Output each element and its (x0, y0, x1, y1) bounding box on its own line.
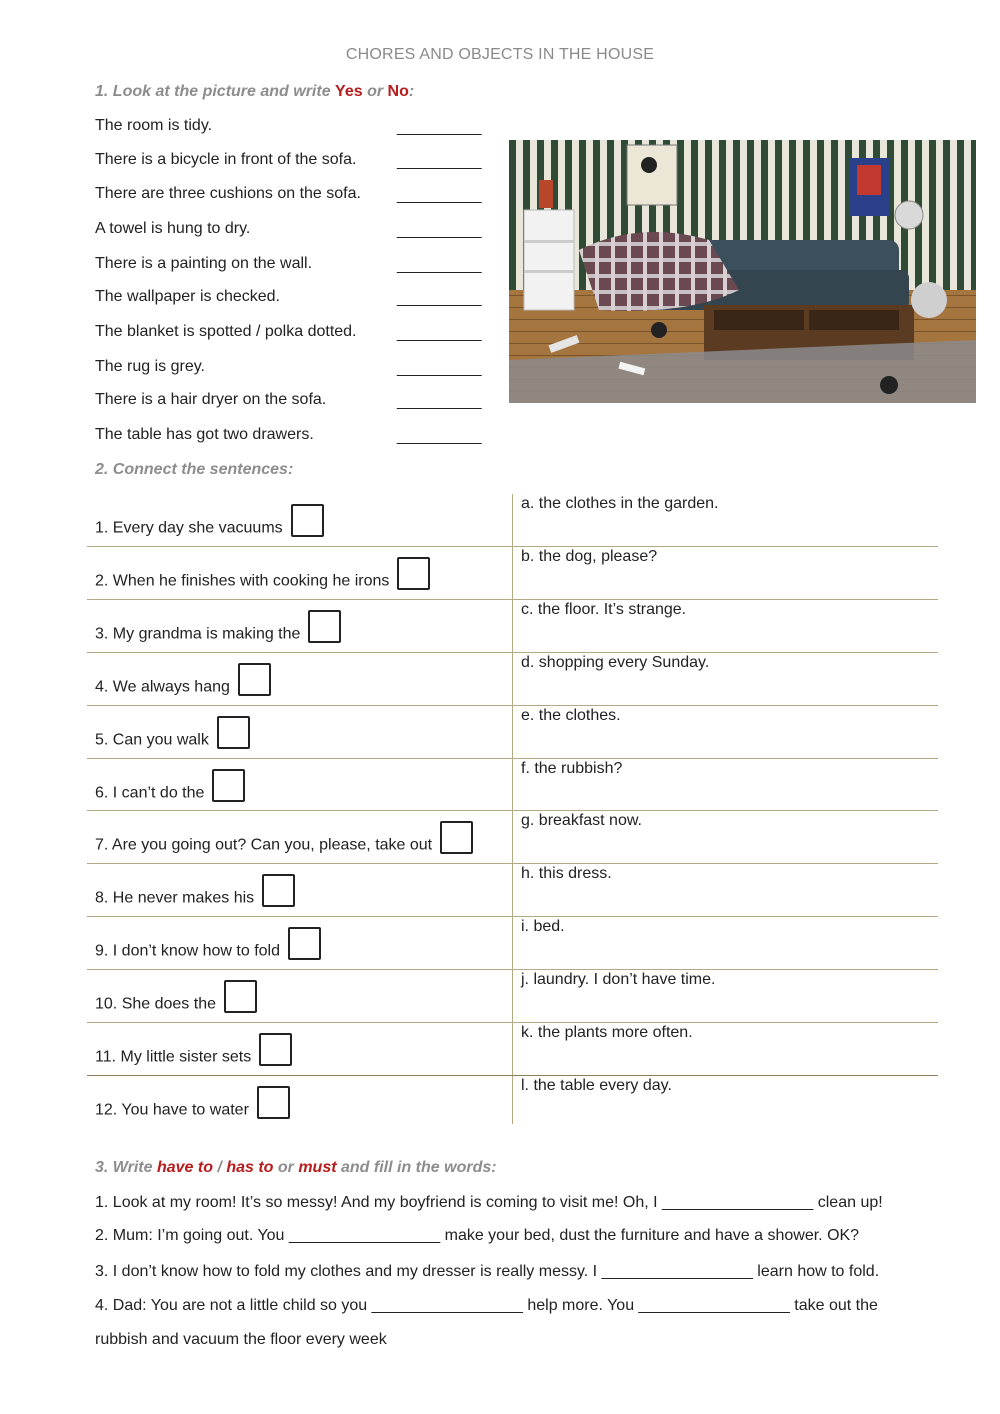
has-to-word: has to (226, 1159, 274, 1176)
yes-word: Yes (335, 83, 363, 100)
answer-box-2[interactable] (397, 557, 430, 590)
must-word: must (298, 1159, 337, 1176)
section3-heading-post: and fill in the words: (336, 1159, 497, 1176)
left-sentence-text: 7. Are you going out? Can you, please, take out (95, 837, 433, 855)
answer-box-6[interactable] (212, 769, 245, 802)
left-sentence-6 (95, 777, 245, 810)
right-ending-j: j. laundry. I don’t have time. (521, 971, 716, 989)
row-divider (87, 1075, 938, 1076)
left-sentence-7 (95, 829, 473, 862)
answer-box-5[interactable] (217, 716, 250, 749)
right-ending-e: e. the clothes. (521, 706, 621, 724)
fill-line-4[interactable]: 4. Dad: You are not a little child so you _________________ help more. You _________________ take out the (95, 1297, 878, 1314)
messy-room-picture (509, 140, 976, 403)
answer-blank-3[interactable]: __________ (397, 187, 481, 204)
statement-5: There is a painting on the wall. (95, 255, 313, 272)
have-to-word: have to (156, 1159, 213, 1176)
answer-box-3[interactable] (308, 610, 341, 643)
fill-line-5: rubbish and vacuum the floor every week (95, 1331, 387, 1348)
left-sentence-text: 3. My grandma is making the (95, 625, 301, 643)
or-word-3: or (273, 1159, 299, 1176)
row-divider (87, 916, 938, 917)
statement-6: The wallpaper is checked. (95, 288, 280, 305)
left-sentence-text: 4. We always hang (95, 678, 230, 696)
left-sentence-text: 10. She does the (95, 995, 216, 1013)
fill-line-1[interactable]: 1. Look at my room! It’s so messy! And my boyfriend is coming to visit me! Oh, I _________________ clean up! (95, 1194, 883, 1211)
right-ending-c: c. the floor. It’s strange. (521, 600, 687, 618)
colon: : (408, 83, 415, 100)
answer-box-10[interactable] (224, 980, 257, 1013)
answer-box-1[interactable] (291, 504, 324, 537)
answer-blank-4[interactable]: __________ (397, 222, 481, 239)
right-ending-d: d. shopping every Sunday. (521, 653, 710, 671)
left-sentence-4 (95, 671, 271, 704)
row-divider (87, 969, 938, 970)
left-sentence-text: 1. Every day she vacuums (95, 519, 283, 537)
statement-4: A towel is hung to dry. (95, 220, 251, 237)
section1-heading-text: 1. Look at the picture and write (95, 83, 336, 100)
left-sentence-1 (95, 512, 324, 545)
statement-3: There are three cushions on the sofa. (95, 185, 361, 202)
left-sentence-text: 9. I don’t know how to fold (95, 942, 280, 960)
answer-box-4[interactable] (238, 663, 271, 696)
left-sentence-text: 5. Can you walk (95, 731, 209, 749)
slash: / (212, 1159, 227, 1176)
fill-line-3[interactable]: 3. I don’t know how to fold my clothes and my dresser is really messy. I _________________ learn how to fold. (95, 1263, 880, 1280)
left-sentence-3 (95, 618, 341, 651)
row-divider (87, 758, 938, 759)
left-sentence-8 (95, 882, 295, 915)
row-divider (87, 652, 938, 653)
answer-blank-8[interactable]: __________ (397, 360, 481, 377)
or-word: or (362, 83, 388, 100)
answer-blank-10[interactable]: __________ (397, 428, 481, 445)
left-sentence-text: 12. You have to water (95, 1101, 249, 1119)
section1-heading (95, 83, 414, 101)
answer-box-7[interactable] (440, 821, 473, 854)
right-ending-l: l. the table every day. (521, 1076, 672, 1094)
fill-line-2[interactable]: 2. Mum: I’m going out. You _________________ make your bed, dust the furniture and have a shower. OK? (95, 1227, 860, 1244)
no-word: No (387, 83, 409, 100)
section3-heading-text: 3. Write (95, 1159, 157, 1176)
row-divider (87, 1022, 938, 1023)
right-ending-g: g. breakfast now. (521, 812, 642, 830)
right-ending-h: h. this dress. (521, 865, 612, 883)
right-ending-a: a. the clothes in the garden. (521, 495, 719, 512)
answer-blank-7[interactable]: __________ (397, 325, 481, 342)
statement-7: The blanket is spotted / polka dotted. (95, 323, 357, 340)
answer-box-8[interactable] (262, 874, 295, 907)
right-ending-b: b. the dog, please? (521, 547, 658, 565)
section2-heading: 2. Connect the sentences: (95, 461, 294, 478)
column-divider (512, 494, 513, 1124)
left-sentence-text: 8. He never makes his (95, 890, 255, 908)
left-sentence-10 (95, 988, 257, 1021)
left-sentence-text: 11. My little sister sets (95, 1048, 252, 1066)
left-sentence-text: 2. When he finishes with cooking he irons (95, 572, 390, 590)
row-divider (87, 810, 938, 811)
answer-blank-9[interactable]: __________ (397, 393, 481, 410)
left-sentence-2 (95, 565, 430, 598)
right-ending-k: k. the plants more often. (521, 1024, 693, 1041)
right-ending-f: f. the rubbish? (521, 759, 623, 777)
answer-blank-6[interactable]: __________ (397, 290, 481, 307)
answer-blank-2[interactable]: __________ (397, 153, 481, 170)
statement-1: The room is tidy. (95, 117, 213, 134)
left-sentence-9 (95, 935, 321, 968)
row-divider (87, 546, 938, 547)
statement-10: The table has got two drawers. (95, 426, 314, 443)
answer-box-9[interactable] (288, 927, 321, 960)
statement-8: The rug is grey. (95, 358, 205, 375)
answer-box-11[interactable] (259, 1033, 292, 1066)
row-divider (87, 863, 938, 864)
row-divider (87, 599, 938, 600)
left-sentence-text: 6. I can’t do the (95, 784, 205, 802)
answer-box-12[interactable] (257, 1086, 290, 1119)
left-sentence-11 (95, 1041, 292, 1074)
answer-blank-5[interactable]: __________ (397, 257, 481, 274)
left-sentence-5 (95, 724, 250, 757)
statement-9: There is a hair dryer on the sofa. (95, 391, 327, 408)
answer-blank-1[interactable]: __________ (397, 119, 481, 136)
section3-heading (95, 1159, 497, 1177)
left-sentence-12 (95, 1094, 290, 1127)
statement-2: There is a bicycle in front of the sofa. (95, 151, 357, 168)
page-title: CHORES AND OBJECTS IN THE HOUSE (345, 46, 655, 63)
row-divider (87, 705, 938, 706)
right-ending-i: i. bed. (521, 918, 565, 936)
